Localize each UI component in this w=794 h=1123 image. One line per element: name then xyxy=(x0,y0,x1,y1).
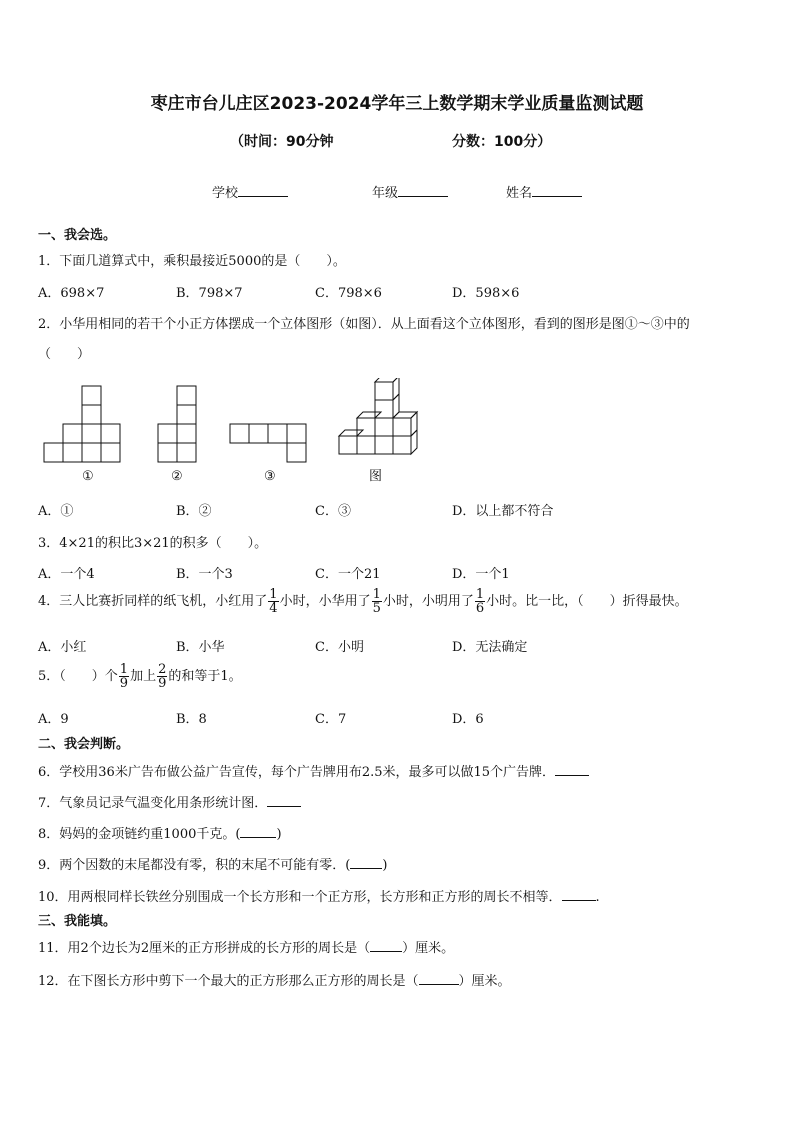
answer-blank[interactable] xyxy=(419,973,459,985)
question-2-bracket: （ ） xyxy=(38,347,91,362)
answer-blank[interactable] xyxy=(240,826,276,838)
school-blank[interactable] xyxy=(238,184,288,197)
grade-label: 年级 xyxy=(372,186,399,201)
q2-option-c[interactable]: C．③ xyxy=(315,504,351,519)
answer-blank[interactable] xyxy=(562,889,596,901)
name-label: 姓名 xyxy=(506,186,533,201)
q3-option-b[interactable]: B．一个3 xyxy=(176,567,233,582)
fraction-denominator: 5 xyxy=(372,601,381,616)
section-heading: 三、我能填。 xyxy=(38,914,117,929)
q4-text-1: 4．三人比赛折同样的纸飞机，小红用了 xyxy=(38,594,268,609)
answer-blank[interactable] xyxy=(350,857,382,869)
fraction-numerator: 1 xyxy=(372,587,381,602)
name-blank[interactable] xyxy=(532,184,582,197)
q10-text: 10．用两根同样长铁丝分别围成一个长方形和一个正方形，长方形和正方形的周长不相等． xyxy=(38,890,562,905)
figure-2 xyxy=(158,386,196,462)
q4-option-c[interactable]: C．小明 xyxy=(315,640,364,655)
grade-field[interactable] xyxy=(372,182,448,201)
q5-option-d[interactable]: D．6 xyxy=(452,712,484,727)
page-title: 枣庄市台儿庄区2023-2024学年三上数学期末学业质量监测试题 xyxy=(150,94,644,114)
question-5 xyxy=(38,663,242,690)
question-7 xyxy=(38,792,301,811)
question-9 xyxy=(38,854,387,873)
figure-3-label: ③ xyxy=(264,469,276,484)
q12-tail: ）厘米。 xyxy=(458,974,511,989)
figure-stack-label: 图 xyxy=(369,469,383,484)
question-3: 3．4×21的积比3×21的积多（ ）。 xyxy=(38,536,268,551)
fraction-denominator: 6 xyxy=(475,601,485,616)
question-8 xyxy=(38,823,282,842)
question-11 xyxy=(38,937,454,956)
q5-option-a[interactable]: A．9 xyxy=(38,712,69,727)
fraction-1-4 xyxy=(268,588,278,615)
q11-text: 11．用2个边长为2厘米的正方形拼成的长方形的周长是（ xyxy=(38,941,371,956)
q10-tail: . xyxy=(595,890,600,905)
fraction-1-5 xyxy=(372,588,382,615)
q2-option-b[interactable]: B．② xyxy=(176,504,212,519)
q1-option-c[interactable]: C．798×6 xyxy=(315,286,382,301)
q2-option-a[interactable]: A．① xyxy=(38,504,74,519)
question-12 xyxy=(38,970,511,989)
q3-option-d[interactable]: D．一个1 xyxy=(452,567,510,582)
q2-option-d[interactable]: D．以上都不符合 xyxy=(452,504,554,519)
figure-2-label: ② xyxy=(171,469,183,484)
q4-text-2: 小时，小华用了 xyxy=(279,594,371,609)
fraction-numerator: 2 xyxy=(158,662,167,677)
q3-option-a[interactable]: A．一个4 xyxy=(38,567,95,582)
figure-3 xyxy=(230,424,306,462)
fraction-denominator: 4 xyxy=(269,601,278,616)
answer-blank[interactable] xyxy=(370,940,402,952)
question-10 xyxy=(38,886,600,905)
fraction-denominator: 9 xyxy=(158,676,167,691)
q2-figures xyxy=(38,378,438,488)
fraction-denominator: 9 xyxy=(119,676,129,691)
q5-text-3: 的和等于1。 xyxy=(168,669,242,684)
school-field[interactable] xyxy=(212,182,288,201)
q5-text-1: 5．（ ）个 xyxy=(38,669,118,684)
name-field[interactable] xyxy=(506,182,582,201)
q12-text: 12．在下图长方形中剪下一个最大的正方形那么正方形的周长是（ xyxy=(38,974,419,989)
figure-1 xyxy=(44,386,120,462)
q5-option-b[interactable]: B．8 xyxy=(176,712,207,727)
answer-blank[interactable] xyxy=(267,795,301,807)
question-4 xyxy=(38,588,688,615)
section-heading: 一、我会选。 xyxy=(38,228,117,243)
fraction-1-6 xyxy=(475,588,485,615)
fraction-2-9 xyxy=(157,663,167,690)
question-1: 1．下面几道算式中，乘积最接近5000的是（ ）。 xyxy=(38,254,346,269)
q11-tail: ）厘米。 xyxy=(402,941,455,956)
question-6 xyxy=(38,761,589,780)
q1-option-b[interactable]: B．798×7 xyxy=(176,286,243,301)
q4-option-b[interactable]: B．小华 xyxy=(176,640,225,655)
section-heading: 二、我会判断。 xyxy=(38,737,130,752)
exam-time: （时间：90分钟 xyxy=(230,134,334,150)
q3-option-c[interactable]: C．一个21 xyxy=(315,567,381,582)
q9-tail: ) xyxy=(382,858,388,873)
figure-1-label: ① xyxy=(82,469,94,484)
q1-option-a[interactable]: A．698×7 xyxy=(38,286,105,301)
q6-text: 6．学校用36米广告布做公益广告宣传，每个广告牌用布2.5米，最多可以做15个广告牌． xyxy=(38,765,556,780)
fraction-numerator: 1 xyxy=(475,587,485,602)
q4-option-d[interactable]: D．无法确定 xyxy=(452,640,528,655)
q4-option-a[interactable]: A．小红 xyxy=(38,640,87,655)
question-2: 2．小华用相同的若干个小正方体摆成一个立体图形（如图）．从上面看这个立体图形，看到的图形是图①～③中的 xyxy=(38,317,690,332)
q7-text: 7．气象员记录气温变化用条形统计图． xyxy=(38,796,268,811)
figure-3d-stack xyxy=(339,378,417,454)
q9-text: 9．两个因数的末尾都没有零，积的末尾不可能有零．( xyxy=(38,858,351,873)
q8-tail: ) xyxy=(276,827,282,842)
q5-option-c[interactable]: C．7 xyxy=(315,712,347,727)
grade-blank[interactable] xyxy=(398,184,448,197)
q4-text-3: 小时，小明用了 xyxy=(382,594,474,609)
q8-text: 8．妈妈的金项链约重1000千克。( xyxy=(38,827,241,842)
fraction-1-9 xyxy=(119,663,129,690)
q4-text-4: 小时。比一比，（ ）折得最快。 xyxy=(486,594,688,609)
exam-score: 分数：100分） xyxy=(452,134,552,150)
fraction-numerator: 1 xyxy=(119,662,129,677)
answer-blank[interactable] xyxy=(555,764,589,776)
q5-text-2: 加上 xyxy=(130,669,157,684)
fraction-numerator: 1 xyxy=(269,587,278,602)
school-label: 学校 xyxy=(212,186,239,201)
q1-option-d[interactable]: D．598×6 xyxy=(452,286,520,301)
